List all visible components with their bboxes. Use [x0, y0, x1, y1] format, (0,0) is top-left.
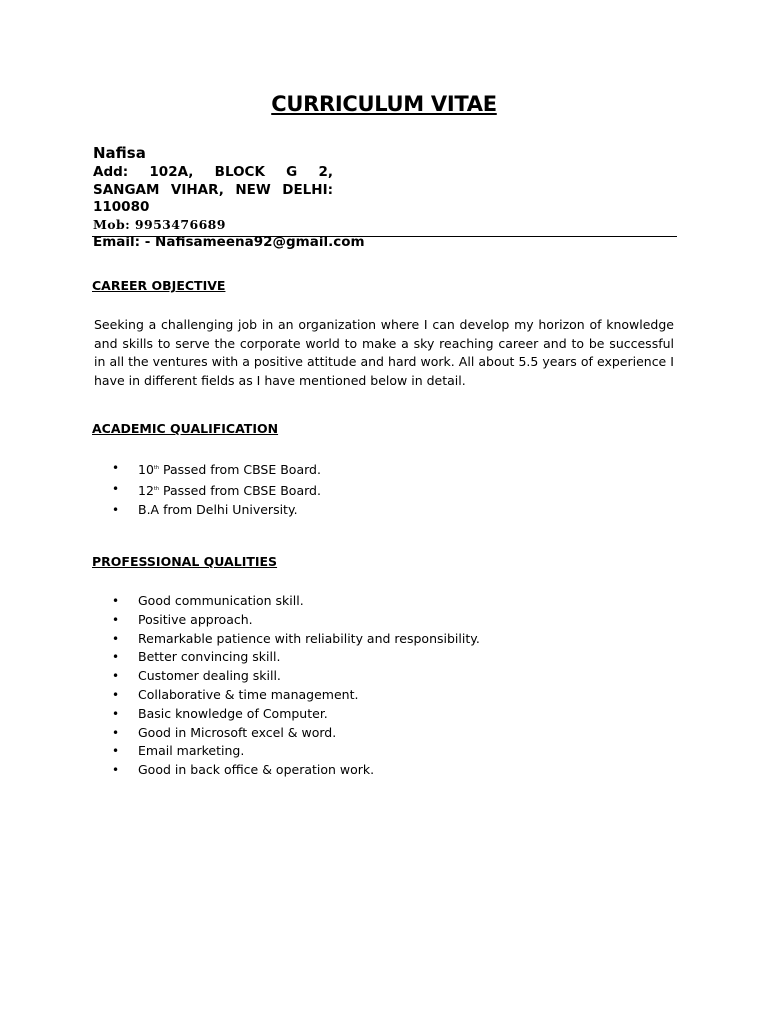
mobile-number: Mob: 9953476689	[93, 216, 226, 232]
item-text: Collaborative & time management.	[138, 686, 359, 702]
bullet-icon: •	[112, 481, 120, 496]
bullet-icon: •	[112, 725, 120, 740]
item-number: 10	[138, 462, 154, 477]
list-item	[112, 648, 480, 667]
list-item	[112, 761, 480, 780]
professional-qualities-heading: PROFESSIONAL QUALITIES	[92, 554, 278, 569]
list-item	[112, 480, 321, 501]
bullet-icon: •	[112, 461, 120, 475]
item-text: Better convincing skill.	[138, 649, 281, 665]
item-text: Passed from CBSE Board.	[159, 462, 321, 477]
career-objective-text: Seeking a challenging job in an organization where I can develop my horizon of knowledge and skills to serve the corporate world to make a sky reaching career and to be successful in all the ventures with a positive attitude and hard work. All about 5.5 years of experience I have in different fields as I have mentioned below in detail.	[94, 317, 674, 388]
academic-qualification-heading: ACADEMIC QUALIFICATION	[92, 421, 279, 436]
bullet-icon: •	[112, 744, 120, 759]
list-item	[112, 724, 480, 743]
academic-qualification-list	[112, 459, 321, 519]
header-divider	[92, 236, 677, 237]
bullet-icon: •	[112, 631, 120, 646]
item-text: Passed from CBSE Board.	[159, 482, 321, 498]
item-text: Basic knowledge of Computer.	[138, 705, 328, 721]
candidate-name: Nafisa	[93, 144, 146, 162]
item-text: Good in Microsoft excel & word.	[138, 724, 337, 740]
list-item	[112, 501, 321, 520]
contact-block	[93, 143, 678, 251]
item-text: Good in back office & operation work.	[138, 762, 375, 778]
address: Add: 102A, BLOCK G 2, SANGAM VIHAR, NEW DELHI: 110080	[93, 164, 333, 215]
list-item	[112, 686, 480, 705]
bullet-icon: •	[112, 502, 120, 517]
bullet-icon: •	[112, 763, 120, 778]
bullet-icon: •	[112, 706, 120, 721]
bullet-icon: •	[112, 687, 120, 702]
career-objective-heading: CAREER OBJECTIVE	[92, 278, 226, 293]
list-item	[112, 630, 480, 649]
bullet-icon: •	[112, 669, 120, 684]
item-number: 12	[138, 482, 154, 498]
item-text: Good communication skill.	[138, 593, 304, 608]
item-text: Remarkable patience with reliability and responsibility.	[138, 630, 480, 646]
professional-qualities-list	[112, 592, 480, 780]
list-item	[112, 667, 480, 686]
list-item	[112, 742, 480, 761]
document-title: CURRICULUM VITAE	[271, 92, 497, 116]
item-text: B.A from Delhi University.	[138, 501, 298, 517]
item-text: Customer dealing skill.	[138, 668, 281, 684]
ordinal-suffix: th	[153, 465, 160, 471]
bullet-icon: •	[112, 612, 120, 627]
item-text: Email marketing.	[138, 743, 245, 759]
list-item	[112, 459, 321, 480]
list-item	[112, 705, 480, 724]
bullet-icon: •	[112, 650, 120, 665]
bullet-icon: •	[112, 594, 120, 608]
list-item	[112, 592, 480, 611]
ordinal-suffix: th	[153, 485, 160, 492]
list-item	[112, 611, 480, 630]
email-address: Email: - Nafisameena92@gmail.com	[93, 233, 365, 250]
item-text: Positive approach.	[138, 611, 253, 627]
